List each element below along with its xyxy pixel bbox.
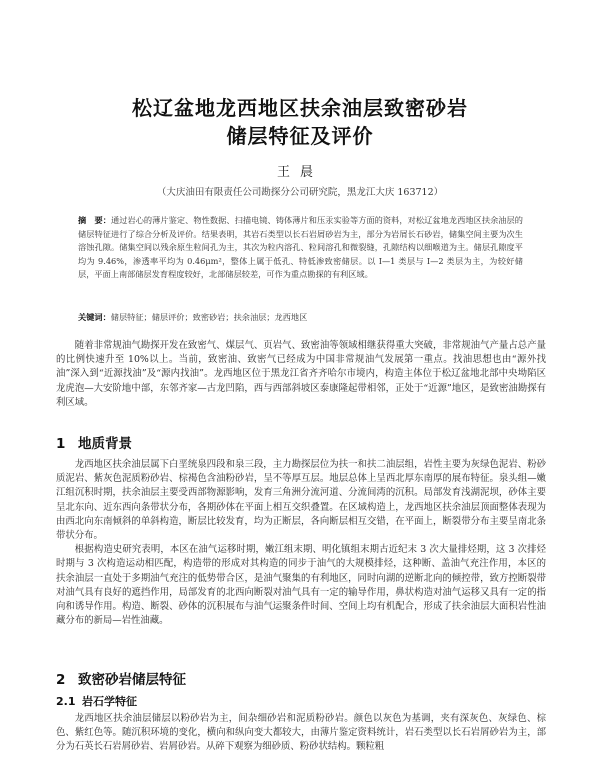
subsection-2-1-heading (56, 693, 137, 709)
abstract-label: 摘 要： (78, 215, 111, 225)
author-name: 王晨 (276, 165, 323, 180)
author-affiliation: （大庆油田有限责任公司勘探分公司研究院，黑龙江大庆 163712） (156, 187, 444, 198)
paper-title-line-2: 储层特征及评价 (226, 124, 374, 148)
abstract-text: 通过岩心的薄片鉴定、物性数据、扫描电镜、铸体薄片和压汞实验等方面的资料，对松辽盆地龙西地区扶余油层的储层特征进行了综合分析及评价。结果表明，其岩石类型以长石岩屑砂岩为主，部分为岩屑长石砂岩，储集空间主要为次生溶蚀孔隙。储集空间以残余原生粒间孔为主，其次为粒内溶孔、粒间溶孔和微裂缝，孔隙结构以细喉道为主。储层孔隙度平均为 9.46%，渗透率平均为 0.46μm²，整体上属于低孔、特低渗致密储层。以 I—1 类层与 I—2 类层为主，为较好储层，平面上南部储层发育程度较好，北部储层较差，可作为重点勘探的有利区域。 (78, 215, 523, 280)
abstract (78, 214, 523, 282)
section-2-heading (56, 668, 186, 688)
section-1-paragraph: 龙西地区扶余油层属下白垩统泉四段和泉三段，主力勘探层位为扶一和扶二油层组，岩性主要为灰绿色泥岩、粉砂质泥岩、紫灰色泥质粉砂岩、棕褐色含油粉砂岩，呈不等厚互层。地层总体上呈西北厚东南厚的展布特征。泉头组—嫩江组沉积时期，扶余油层主要受西部物源影响，发育三角洲分流河道、分流间湾的沉积。局部发育浅湖泥坝，砂体主要呈北东向、近东西向条带状分布，各期砂体在平面上相互交织叠置。在区域构造上，龙西地区扶余油层顶面整体表现为由西北向东南倾斜的单斜构造，断层比较发育，均为正断层，各向断层相互交错，在平面上，断裂带分布主要呈南北条带状分布。 (56, 459, 546, 542)
subsection-2-1-body (56, 712, 546, 755)
paper-title-line-1: 松辽盆地龙西地区扶余油层致密砂岩 (132, 96, 468, 120)
section-1-heading (56, 432, 132, 452)
intro-paragraph: 随着非常规油气勘探开发在致密气、煤层气、页岩气、致密油等领域相继获得重大突破，非常规油气产量占总产量的比例快速升至 10%以上。当前，致密油、致密气已经成为中国非常规油气发展第一重点。找油思想也由“源外找油”深入到“近源找油”及“源内找油”。龙西地区位于黑龙江省齐齐哈尔市境内，构造主体位于松辽盆地北部中央坳陷区龙虎泡—大安阶地中部，东邻齐家—古龙凹陷，西与西部斜坡区泰康隆起带相邻，正处于“近源”地区，是致密油勘探有利区域。 (56, 340, 546, 408)
subsection-2-1-paragraph: 龙西地区扶余油层储层以粉砂岩为主，间杂细砂岩和泥质粉砂岩。颜色以灰色为基调，夹有深灰色、灰绿色、棕色、紫红色等。随沉积环境的变化，横向和纵向变大都较大，由薄片鉴定资料统计，岩石类型以长石岩屑砂岩为主，部分为石英长石岩屑砂岩、岩屑砂岩。从碎下观察为细砂质、粉砂状结构。颗粒粗 (56, 713, 546, 753)
section-1-number: 1 (56, 436, 66, 452)
section-2-title: 致密砂岩储层特征 (78, 672, 186, 688)
keywords-text: 储层特征；储层评价；致密砂岩；扶余油层；龙西地区 (110, 312, 308, 322)
keywords-label: 关键词： (78, 312, 111, 322)
section-1-title: 地质背景 (78, 436, 132, 452)
introduction (56, 339, 546, 410)
section-1-paragraph: 根据构造史研究表明，本区在油气运移时期，嫩江组末期、明化镇组末期古近纪末 3 次大量排烃期，这 3 次排烃时期与 3 次构造运动相匹配，构造带的形成对其构造的同步于油气的大规模排烃，这种断、盖油气充注作用，本区的扶余油层一直处于多期油气充注的低势带合区，是油气聚集的有利地区，同时向湖的逆断北向的倾控带，致方控断裂带对油气具有良好的遮挡作用，局部发育的北西向断裂对油气具有一定的输导作用，鼻状构造对油气运移又具有一定的指向和诱导作用。构造、断裂、砂体的沉积展布与油气运聚条件时间、空间上均有机配合，形成了扶余油层大面积岩性油藏分布的新局—岩性油藏。 (56, 544, 546, 627)
subsection-2-1-title: 岩石学特征 (82, 695, 137, 708)
keywords (78, 311, 523, 324)
section-2-number: 2 (56, 672, 66, 688)
subsection-2-1-number: 2.1 (56, 695, 76, 708)
section-1-body (56, 458, 546, 628)
